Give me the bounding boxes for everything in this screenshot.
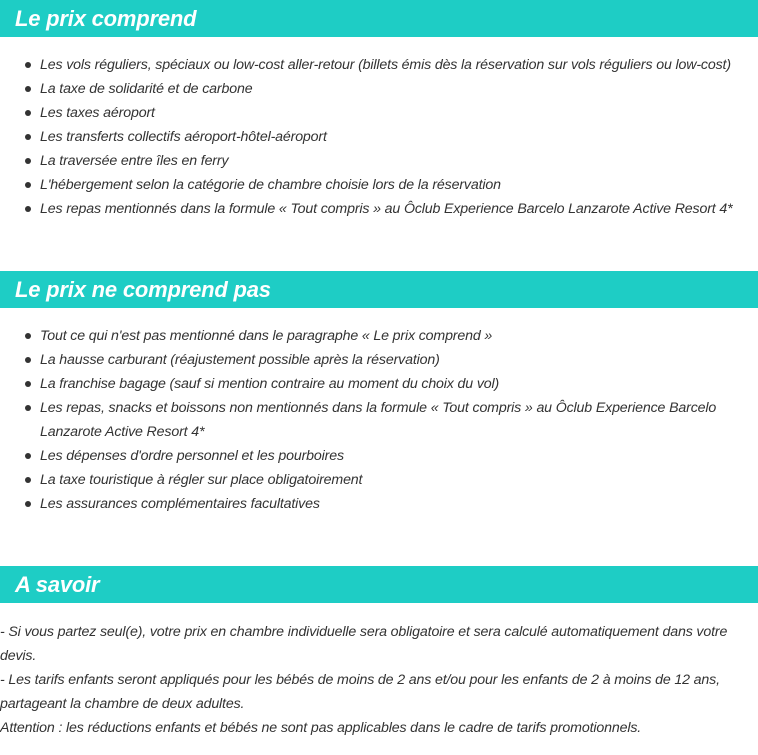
bullet-icon — [25, 86, 31, 92]
bullet-icon — [25, 158, 31, 164]
note-paragraph: - Si vous partez seul(e), votre prix en chambre individuelle sera obligatoire et sera calculé automatiquement dans votre devis. — [0, 624, 728, 664]
bullet-icon — [25, 381, 31, 387]
list-item: La traversée entre îles en ferry — [0, 149, 758, 173]
note-paragraph: - Les tarifs enfants seront appliqués pour les bébés de moins de 2 ans et/ou pour les enfants de 2 à moins de 12 ans, partageant la chambre de deux adultes. — [0, 672, 720, 712]
list-item: Les dépenses d'ordre personnel et les pourboires — [0, 444, 758, 468]
list-item: La hausse carburant (réajustement possible après la réservation) — [0, 348, 758, 372]
bullet-icon — [25, 357, 31, 363]
list-item: Tout ce qui n'est pas mentionné dans le paragraphe « Le prix comprend » — [0, 324, 758, 348]
list-item: La taxe touristique à régler sur place obligatoirement — [0, 468, 758, 492]
bullet-icon — [25, 134, 31, 140]
section-header-to-know — [0, 566, 758, 603]
section-title-to-know: A savoir — [15, 572, 100, 597]
section-header-included — [0, 0, 758, 37]
list-item: Les repas, snacks et boissons non mentionnés dans la formule « Tout compris » au Ôclub Experience Barcelo Lanzarote Active Resort 4* — [0, 396, 758, 444]
list-item: La franchise bagage (sauf si mention contraire au moment du choix du vol) — [0, 372, 758, 396]
not-included-list — [0, 324, 758, 516]
included-list — [0, 53, 758, 221]
list-item: Les vols réguliers, spéciaux ou low-cost aller-retour (billets émis dès la réservation sur vols réguliers ou low-cost) — [0, 53, 758, 77]
bullet-icon — [25, 62, 31, 68]
bullet-icon — [25, 501, 31, 507]
list-item: L'hébergement selon la catégorie de chambre choisie lors de la réservation — [0, 173, 758, 197]
bullet-icon — [25, 206, 31, 212]
section-header-not-included — [0, 271, 758, 308]
list-item: Les repas mentionnés dans la formule « Tout compris » au Ôclub Experience Barcelo Lanzarote Active Resort 4* — [0, 197, 758, 221]
bullet-icon — [25, 453, 31, 459]
to-know-notes — [0, 620, 758, 740]
section-title-included: Le prix comprend — [15, 6, 197, 31]
bullet-icon — [25, 477, 31, 483]
list-item: La taxe de solidarité et de carbone — [0, 77, 758, 101]
section-title-not-included: Le prix ne comprend pas — [15, 277, 271, 302]
bullet-icon — [25, 405, 31, 411]
bullet-icon — [25, 333, 31, 339]
list-item: Les taxes aéroport — [0, 101, 758, 125]
note-paragraph: Attention : les réductions enfants et bébés ne sont pas applicables dans le cadre de tarifs promotionnels. — [0, 720, 642, 736]
bullet-icon — [25, 110, 31, 116]
list-item: Les assurances complémentaires facultatives — [0, 492, 758, 516]
list-item: Les transferts collectifs aéroport-hôtel-aéroport — [0, 125, 758, 149]
bullet-icon — [25, 182, 31, 188]
